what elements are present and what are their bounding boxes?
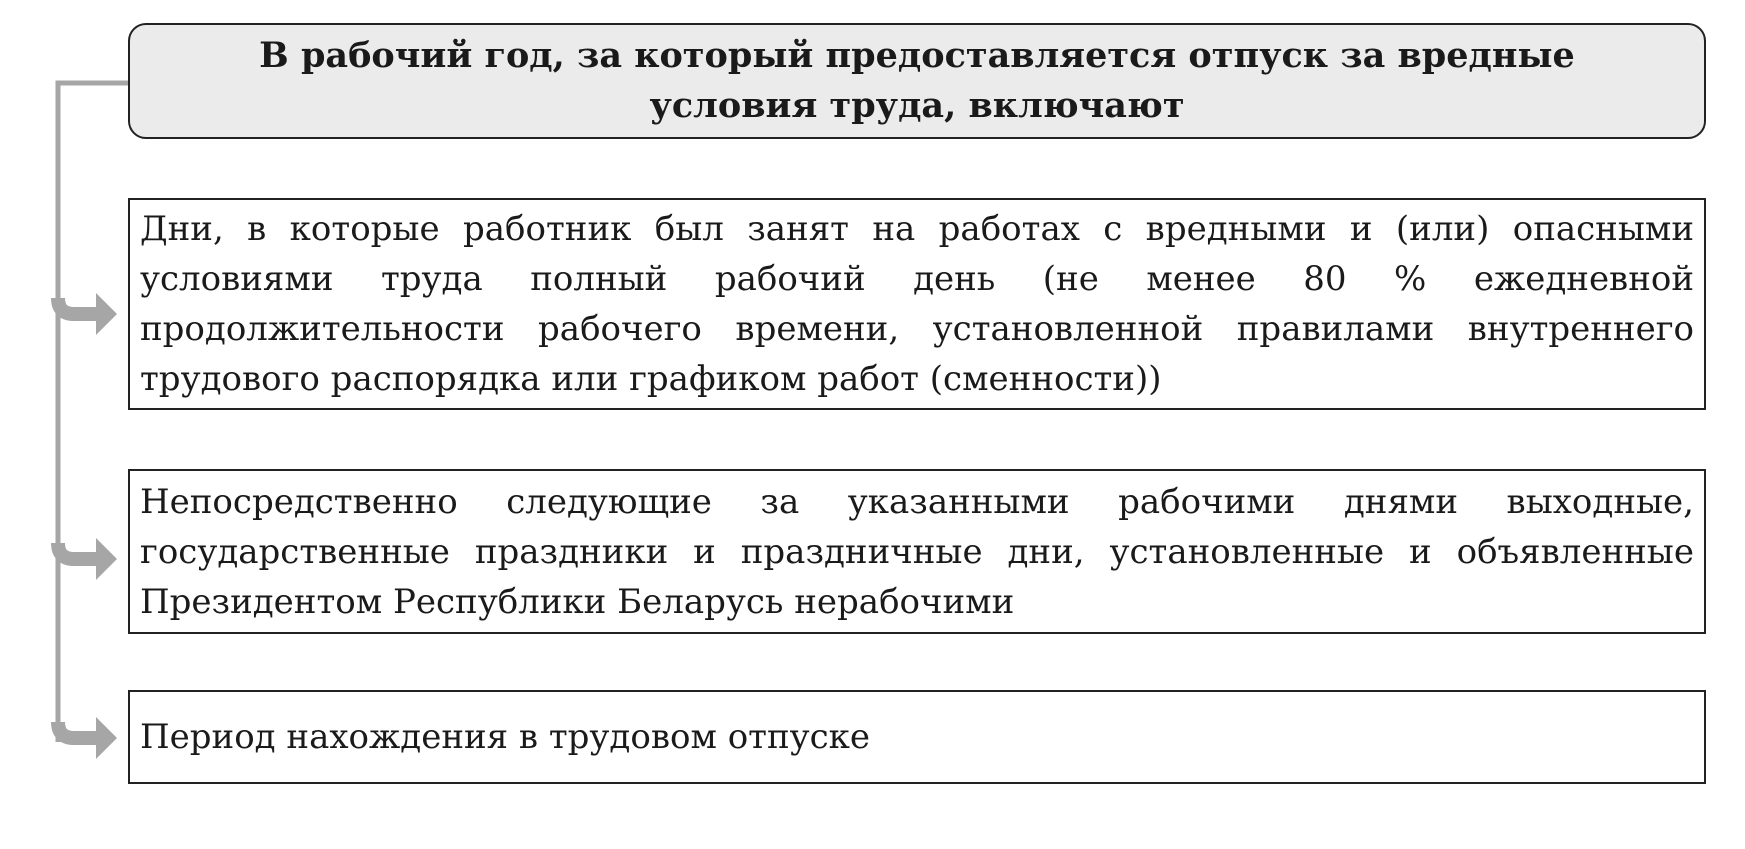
arrow-icon xyxy=(58,538,117,580)
list-item xyxy=(128,690,1706,784)
list-item xyxy=(128,198,1706,410)
arrow-icon xyxy=(58,717,117,759)
list-item xyxy=(128,469,1706,634)
header-box xyxy=(128,23,1706,139)
item-text: Период нахождения в трудовом отпуске xyxy=(140,717,871,757)
header-title: В рабочий год, за который предоставляется отпуск за вредные условия труда, включают xyxy=(259,35,1575,126)
item-text: Непосредственно следующие за указанными рабочими днями выходные, государственные праздники и праздничные дни, установленные и объявленные Президентом Республики Беларусь нерабочими xyxy=(140,481,1694,622)
connector-trunk-line xyxy=(58,83,128,742)
item-text: Дни, в которые работник был занят на работах с вредными и (или) опасными условиями труда полный рабочий день (не менее 80 % ежедневной продолжительности рабочего времени, установленной правилами внутреннего трудового распорядка или графиком работ (сменности)) xyxy=(140,209,1694,399)
arrow-icon xyxy=(58,293,117,335)
